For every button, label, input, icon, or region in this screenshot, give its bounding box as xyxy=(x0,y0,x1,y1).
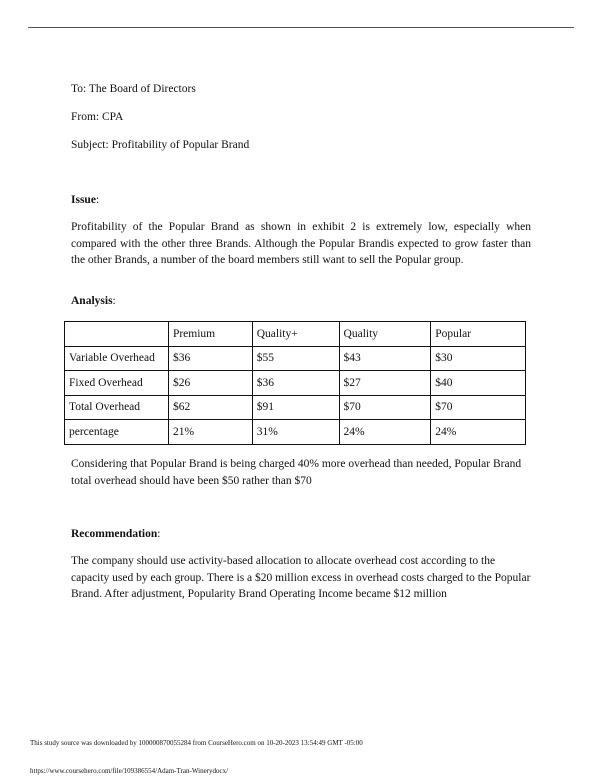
issue-heading xyxy=(71,194,99,206)
memo-from: From: CPA xyxy=(71,111,124,123)
table-cell: 24% xyxy=(431,420,526,445)
table-cell: $55 xyxy=(252,346,339,371)
table-header-cell: Quality xyxy=(339,322,431,347)
table-cell: 31% xyxy=(252,420,339,445)
table-header-cell: Popular xyxy=(431,322,526,347)
table-cell: $36 xyxy=(252,371,339,396)
table-header-row xyxy=(65,322,526,347)
table-row xyxy=(65,395,526,420)
table-cell: $40 xyxy=(431,371,526,396)
issue-paragraph: Profitability of the Popular Brand as shown in exhibit 2 is extremely low, especially when compared with the other three Brands. Although the Popular Brandis expected to grow faster than the other Brands, a number of the board members still want to sell the Popular group. xyxy=(71,221,531,267)
table-cell: 21% xyxy=(168,420,252,445)
recommendation-heading-label: Recommendation xyxy=(71,528,158,540)
table-cell: percentage xyxy=(65,420,169,445)
table-cell: $62 xyxy=(168,395,252,420)
issue-heading-label: Issue xyxy=(71,194,96,206)
analysis-heading-colon: : xyxy=(112,295,116,307)
table-cell: $30 xyxy=(431,346,526,371)
issue-heading-colon: : xyxy=(95,194,100,206)
recommendation-heading-colon: : xyxy=(157,528,161,540)
table-cell: $43 xyxy=(339,346,431,371)
table-cell: $70 xyxy=(431,395,526,420)
overhead-table xyxy=(64,321,526,445)
table-cell: 24% xyxy=(339,420,431,445)
memo-subject: Subject: Profitability of Popular Brand xyxy=(71,139,250,151)
table-header-cell xyxy=(65,322,169,347)
table-cell: $70 xyxy=(339,395,431,420)
download-notice: This study source was downloaded by 100000870055284 from CourseHero.com on 10-20-2023 13:54:49 GMT -05:00 xyxy=(30,739,363,747)
recommendation-heading xyxy=(71,528,160,540)
recommendation-paragraph: The company should use activity-based allocation to allocate overhead cost according to the capacity used by each group. There is a $20 million excess in overhead costs charged to the Popular Brand. After adjustment, Popularity Brand Operating Income became $12 million xyxy=(71,555,531,601)
table-header-cell: Premium xyxy=(168,322,252,347)
analysis-paragraph: Considering that Popular Brand is being charged 40% more overhead than needed, Popular Brand total overhead should have been $50 rather than $70 xyxy=(71,458,522,487)
table-header-cell: Quality+ xyxy=(252,322,339,347)
table-cell: $91 xyxy=(252,395,339,420)
table-cell: $27 xyxy=(339,371,431,396)
table-row xyxy=(65,346,526,371)
table-cell: Variable Overhead xyxy=(65,346,169,371)
table-row xyxy=(65,371,526,396)
source-url[interactable]: https://www.coursehero.com/file/109386554/Adam-Tran-Winerydocx/ xyxy=(30,767,229,775)
top-divider xyxy=(28,27,574,28)
table-row xyxy=(65,420,526,445)
memo-to: To: The Board of Directors xyxy=(71,83,196,95)
table-cell: Fixed Overhead xyxy=(65,371,169,396)
table-cell: $36 xyxy=(168,346,252,371)
analysis-heading xyxy=(71,295,116,307)
table-cell: $26 xyxy=(168,371,252,396)
analysis-heading-label: Analysis xyxy=(71,295,113,307)
table-cell: Total Overhead xyxy=(65,395,169,420)
